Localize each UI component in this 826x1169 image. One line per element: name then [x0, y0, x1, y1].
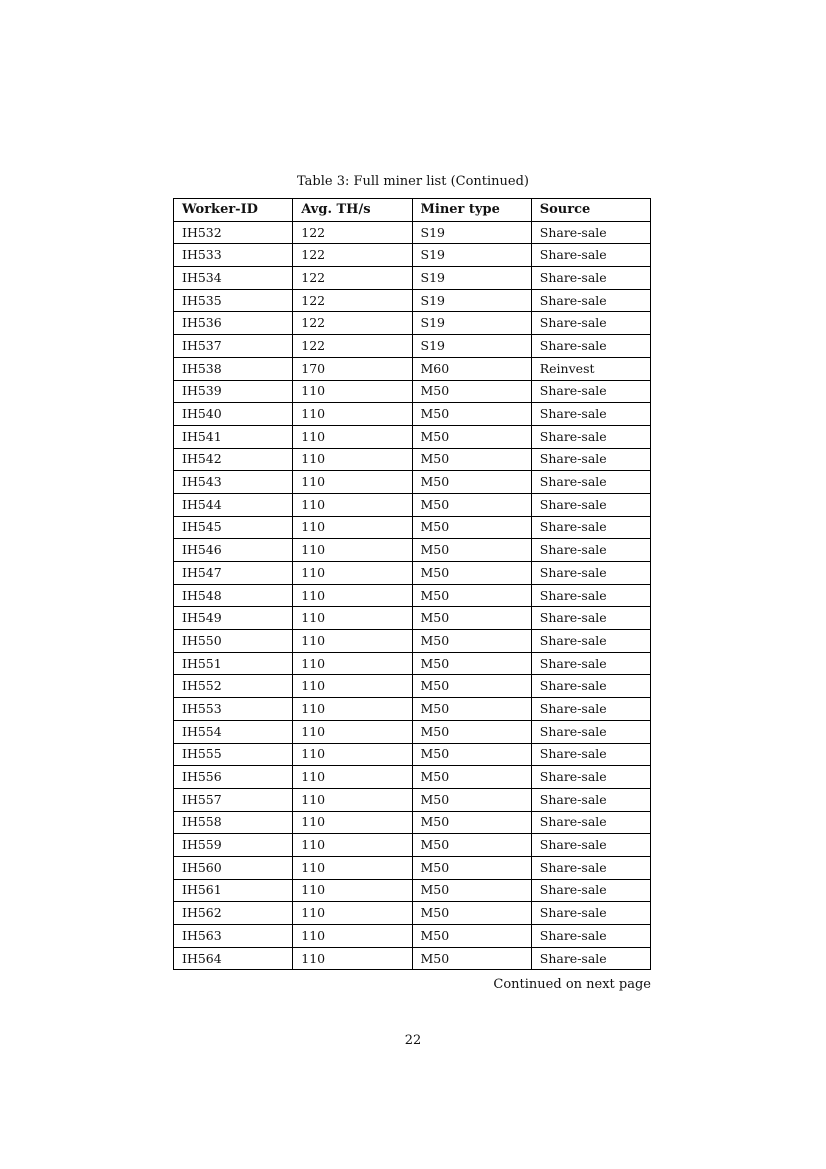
cell-worker-id: IH549 — [174, 607, 293, 630]
table-row — [174, 630, 651, 653]
cell-worker-id: IH536 — [174, 312, 293, 335]
cell-worker-id: IH543 — [174, 471, 293, 494]
cell-miner-type: M50 — [412, 607, 531, 630]
header-avg-ths: Avg. TH/s — [293, 199, 412, 222]
cell-source: Share-sale — [531, 698, 650, 721]
cell-source: Share-sale — [531, 947, 650, 970]
cell-miner-type: M50 — [412, 425, 531, 448]
continued-note: Continued on next page — [493, 977, 651, 992]
cell-source: Share-sale — [531, 675, 650, 698]
table-row — [174, 788, 651, 811]
cell-avg-ths: 110 — [293, 652, 412, 675]
cell-source: Share-sale — [531, 471, 650, 494]
cell-miner-type: S19 — [412, 289, 531, 312]
cell-worker-id: IH562 — [174, 902, 293, 925]
cell-worker-id: IH556 — [174, 766, 293, 789]
cell-worker-id: IH555 — [174, 743, 293, 766]
cell-avg-ths: 110 — [293, 516, 412, 539]
cell-source: Share-sale — [531, 743, 650, 766]
cell-avg-ths: 170 — [293, 357, 412, 380]
cell-avg-ths: 110 — [293, 380, 412, 403]
cell-avg-ths: 122 — [293, 244, 412, 267]
cell-miner-type: M50 — [412, 902, 531, 925]
cell-worker-id: IH546 — [174, 539, 293, 562]
cell-source: Share-sale — [531, 516, 650, 539]
cell-worker-id: IH560 — [174, 856, 293, 879]
cell-avg-ths: 110 — [293, 766, 412, 789]
cell-source: Share-sale — [531, 425, 650, 448]
cell-source: Share-sale — [531, 312, 650, 335]
cell-avg-ths: 110 — [293, 448, 412, 471]
cell-miner-type: M50 — [412, 584, 531, 607]
cell-source: Share-sale — [531, 607, 650, 630]
table-row — [174, 675, 651, 698]
cell-avg-ths: 122 — [293, 335, 412, 358]
cell-avg-ths: 110 — [293, 403, 412, 426]
cell-avg-ths: 110 — [293, 788, 412, 811]
table-row — [174, 335, 651, 358]
cell-source: Share-sale — [531, 448, 650, 471]
cell-avg-ths: 110 — [293, 584, 412, 607]
cell-source: Share-sale — [531, 221, 650, 244]
table-row — [174, 607, 651, 630]
cell-source: Share-sale — [531, 539, 650, 562]
table-caption: Table 3: Full miner list (Continued) — [296, 174, 529, 189]
cell-source: Share-sale — [531, 766, 650, 789]
table-header-row — [174, 199, 651, 222]
cell-avg-ths: 110 — [293, 562, 412, 585]
table-row — [174, 516, 651, 539]
cell-avg-ths: 110 — [293, 493, 412, 516]
cell-worker-id: IH534 — [174, 267, 293, 290]
cell-source: Share-sale — [531, 562, 650, 585]
table-row — [174, 743, 651, 766]
cell-miner-type: S19 — [412, 335, 531, 358]
cell-worker-id: IH552 — [174, 675, 293, 698]
cell-worker-id: IH561 — [174, 879, 293, 902]
cell-source: Share-sale — [531, 811, 650, 834]
table-row — [174, 289, 651, 312]
cell-source: Share-sale — [531, 244, 650, 267]
cell-worker-id: IH547 — [174, 562, 293, 585]
cell-avg-ths: 110 — [293, 698, 412, 721]
cell-worker-id: IH539 — [174, 380, 293, 403]
cell-worker-id: IH540 — [174, 403, 293, 426]
cell-source: Share-sale — [531, 335, 650, 358]
cell-avg-ths: 110 — [293, 743, 412, 766]
cell-worker-id: IH559 — [174, 834, 293, 857]
cell-source: Share-sale — [531, 925, 650, 948]
cell-avg-ths: 110 — [293, 856, 412, 879]
cell-worker-id: IH537 — [174, 335, 293, 358]
table-row — [174, 403, 651, 426]
cell-source: Share-sale — [531, 584, 650, 607]
cell-source: Share-sale — [531, 652, 650, 675]
cell-source: Reinvest — [531, 357, 650, 380]
cell-worker-id: IH538 — [174, 357, 293, 380]
cell-worker-id: IH564 — [174, 947, 293, 970]
cell-source: Share-sale — [531, 380, 650, 403]
cell-avg-ths: 110 — [293, 630, 412, 653]
header-miner-type: Miner type — [412, 199, 531, 222]
cell-miner-type: M50 — [412, 539, 531, 562]
cell-source: Share-sale — [531, 493, 650, 516]
table-row — [174, 380, 651, 403]
table-row — [174, 539, 651, 562]
cell-source: Share-sale — [531, 720, 650, 743]
cell-avg-ths: 110 — [293, 471, 412, 494]
table-row — [174, 448, 651, 471]
table-row — [174, 834, 651, 857]
cell-miner-type: M50 — [412, 630, 531, 653]
cell-avg-ths: 110 — [293, 675, 412, 698]
table-row — [174, 562, 651, 585]
cell-worker-id: IH535 — [174, 289, 293, 312]
cell-source: Share-sale — [531, 630, 650, 653]
table-row — [174, 493, 651, 516]
cell-miner-type: M50 — [412, 562, 531, 585]
cell-avg-ths: 110 — [293, 834, 412, 857]
table-row — [174, 267, 651, 290]
table-row — [174, 856, 651, 879]
cell-avg-ths: 110 — [293, 425, 412, 448]
header-worker-id: Worker-ID — [174, 199, 293, 222]
cell-worker-id: IH557 — [174, 788, 293, 811]
cell-source: Share-sale — [531, 267, 650, 290]
cell-source: Share-sale — [531, 788, 650, 811]
table-row — [174, 584, 651, 607]
cell-miner-type: S19 — [412, 267, 531, 290]
table-row — [174, 652, 651, 675]
cell-worker-id: IH542 — [174, 448, 293, 471]
cell-worker-id: IH533 — [174, 244, 293, 267]
cell-miner-type: M50 — [412, 834, 531, 857]
cell-miner-type: M60 — [412, 357, 531, 380]
table-row — [174, 357, 651, 380]
cell-miner-type: M50 — [412, 698, 531, 721]
cell-miner-type: S19 — [412, 244, 531, 267]
cell-miner-type: M50 — [412, 675, 531, 698]
cell-miner-type: M50 — [412, 516, 531, 539]
table-row — [174, 471, 651, 494]
cell-miner-type: M50 — [412, 493, 531, 516]
cell-worker-id: IH551 — [174, 652, 293, 675]
table-row — [174, 811, 651, 834]
cell-miner-type: M50 — [412, 925, 531, 948]
cell-avg-ths: 110 — [293, 925, 412, 948]
table-row — [174, 879, 651, 902]
table-row — [174, 221, 651, 244]
cell-worker-id: IH541 — [174, 425, 293, 448]
page-number: 22 — [404, 1033, 422, 1048]
table-row — [174, 425, 651, 448]
cell-avg-ths: 110 — [293, 539, 412, 562]
cell-miner-type: M50 — [412, 380, 531, 403]
cell-source: Share-sale — [531, 289, 650, 312]
cell-miner-type: M50 — [412, 879, 531, 902]
cell-avg-ths: 122 — [293, 267, 412, 290]
cell-source: Share-sale — [531, 879, 650, 902]
cell-miner-type: M50 — [412, 720, 531, 743]
cell-miner-type: M50 — [412, 788, 531, 811]
cell-avg-ths: 110 — [293, 902, 412, 925]
cell-source: Share-sale — [531, 403, 650, 426]
cell-miner-type: M50 — [412, 811, 531, 834]
table-row — [174, 720, 651, 743]
cell-miner-type: M50 — [412, 947, 531, 970]
cell-avg-ths: 122 — [293, 312, 412, 335]
cell-worker-id: IH558 — [174, 811, 293, 834]
cell-miner-type: M50 — [412, 652, 531, 675]
cell-avg-ths: 110 — [293, 720, 412, 743]
cell-miner-type: M50 — [412, 448, 531, 471]
cell-avg-ths: 110 — [293, 607, 412, 630]
table-row — [174, 312, 651, 335]
cell-avg-ths: 110 — [293, 879, 412, 902]
cell-miner-type: S19 — [412, 312, 531, 335]
cell-source: Share-sale — [531, 902, 650, 925]
cell-worker-id: IH532 — [174, 221, 293, 244]
cell-avg-ths: 110 — [293, 811, 412, 834]
cell-miner-type: M50 — [412, 403, 531, 426]
table-row — [174, 698, 651, 721]
table-row — [174, 244, 651, 267]
cell-worker-id: IH548 — [174, 584, 293, 607]
cell-worker-id: IH550 — [174, 630, 293, 653]
cell-source: Share-sale — [531, 856, 650, 879]
cell-avg-ths: 122 — [293, 289, 412, 312]
table-row — [174, 766, 651, 789]
table-row — [174, 947, 651, 970]
cell-avg-ths: 110 — [293, 947, 412, 970]
cell-worker-id: IH553 — [174, 698, 293, 721]
cell-miner-type: M50 — [412, 856, 531, 879]
table-row — [174, 902, 651, 925]
miner-list-table — [173, 198, 651, 970]
cell-worker-id: IH544 — [174, 493, 293, 516]
cell-miner-type: M50 — [412, 766, 531, 789]
cell-worker-id: IH563 — [174, 925, 293, 948]
cell-source: Share-sale — [531, 834, 650, 857]
table-row — [174, 925, 651, 948]
cell-worker-id: IH554 — [174, 720, 293, 743]
cell-avg-ths: 122 — [293, 221, 412, 244]
cell-miner-type: S19 — [412, 221, 531, 244]
table-body — [174, 221, 651, 970]
cell-miner-type: M50 — [412, 471, 531, 494]
cell-miner-type: M50 — [412, 743, 531, 766]
header-source: Source — [531, 199, 650, 222]
cell-worker-id: IH545 — [174, 516, 293, 539]
